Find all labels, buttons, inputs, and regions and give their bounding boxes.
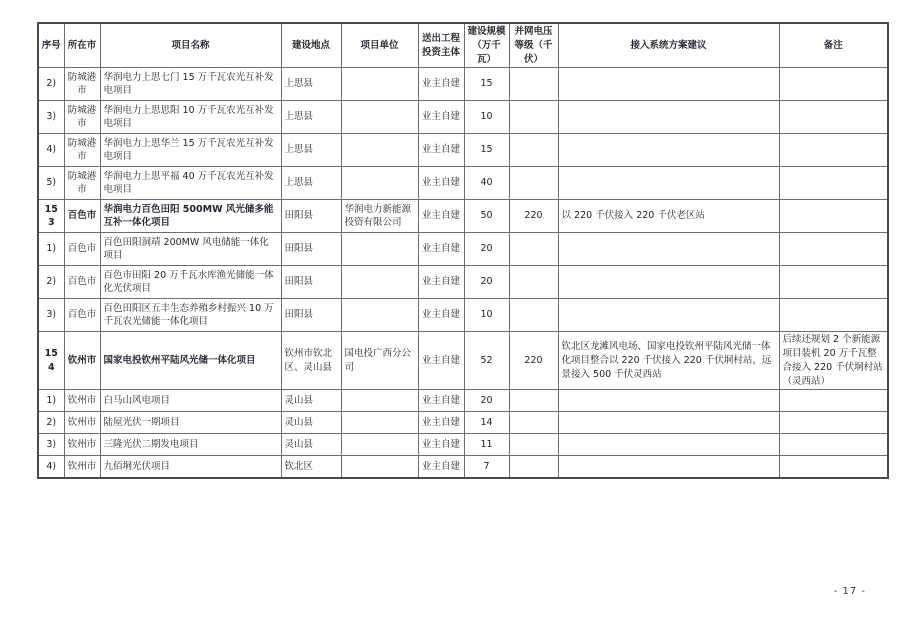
- header-plan: 接入系统方案建议: [558, 23, 779, 68]
- cell-location: 灵山县: [281, 390, 341, 412]
- cell-location: 上思县: [281, 68, 341, 101]
- cell-scale: 11: [464, 434, 509, 456]
- table-row: [38, 68, 888, 101]
- cell-unit: [341, 412, 418, 434]
- cell-investor: 业主自建: [418, 434, 464, 456]
- table-row: [38, 299, 888, 332]
- cell-project-name: 国家电投钦州平陆风光储一体化项目: [100, 332, 281, 390]
- cell-unit: [341, 299, 418, 332]
- cell-city: 百色市: [64, 266, 100, 299]
- cell-plan: [558, 412, 779, 434]
- cell-unit: [341, 167, 418, 200]
- cell-project-name: 三隆光伏二期发电项目: [100, 434, 281, 456]
- cell-plan: [558, 233, 779, 266]
- cell-city: 钦州市: [64, 412, 100, 434]
- table-header: [38, 23, 888, 68]
- cell-remark: [779, 101, 888, 134]
- cell-unit: [341, 434, 418, 456]
- table-row: [38, 167, 888, 200]
- cell-scale: 40: [464, 167, 509, 200]
- cell-project-name: 华润电力上思华兰 15 万千瓦农光互补发电项目: [100, 134, 281, 167]
- cell-unit: [341, 68, 418, 101]
- cell-voltage: [509, 456, 558, 478]
- cell-city: 钦州市: [64, 332, 100, 390]
- cell-seq: 154: [38, 332, 64, 390]
- cell-investor: 业主自建: [418, 332, 464, 390]
- table-row: [38, 390, 888, 412]
- page-number: - 17 -: [833, 586, 866, 597]
- cell-investor: 业主自建: [418, 390, 464, 412]
- cell-voltage: [509, 266, 558, 299]
- cell-scale: 20: [464, 390, 509, 412]
- cell-city: 防城港市: [64, 68, 100, 101]
- cell-remark: [779, 299, 888, 332]
- cell-remark: [779, 200, 888, 233]
- header-location: 建设地点: [281, 23, 341, 68]
- cell-investor: 业主自建: [418, 456, 464, 478]
- cell-city: 百色市: [64, 200, 100, 233]
- header-scale: 建设规模（万千瓦）: [464, 23, 509, 68]
- cell-seq: 1): [38, 390, 64, 412]
- cell-project-name: 华润电力上思思阳 10 万千瓦农光互补发电项目: [100, 101, 281, 134]
- header-row: [38, 23, 888, 68]
- cell-plan: [558, 434, 779, 456]
- cell-scale: 20: [464, 233, 509, 266]
- cell-unit: 华润电力新能源投资有限公司: [341, 200, 418, 233]
- cell-voltage: [509, 68, 558, 101]
- cell-voltage: [509, 101, 558, 134]
- cell-location: 田阳县: [281, 233, 341, 266]
- cell-city: 防城港市: [64, 134, 100, 167]
- cell-remark: [779, 233, 888, 266]
- cell-plan: [558, 390, 779, 412]
- cell-city: 钦州市: [64, 456, 100, 478]
- cell-unit: 国电投广西分公司: [341, 332, 418, 390]
- cell-remark: 后续还规划 2 个新能源项目装机 20 万千瓦整合接入 220 千伏垌村站（灵西站）: [779, 332, 888, 390]
- cell-project-name: 华润电力百色田阳 500MW 风光储多能互补一体化项目: [100, 200, 281, 233]
- table-row: [38, 200, 888, 233]
- cell-remark: [779, 266, 888, 299]
- cell-city: 百色市: [64, 233, 100, 266]
- cell-seq: 1): [38, 233, 64, 266]
- cell-plan: [558, 299, 779, 332]
- cell-project-name: 华润电力上思七门 15 万千瓦农光互补发电项目: [100, 68, 281, 101]
- cell-plan: 钦北区龙滩风电场、国家电投钦州平陆风光储一体化项目整合以 220 千伏接入 220 千伏垌村站，远景接入 500 千伏灵西站: [558, 332, 779, 390]
- cell-remark: [779, 456, 888, 478]
- table-row: [38, 332, 888, 390]
- cell-remark: [779, 412, 888, 434]
- cell-scale: 10: [464, 299, 509, 332]
- cell-project-name: 百色田阳洞靖 200MW 风电储能一体化项目: [100, 233, 281, 266]
- cell-investor: 业主自建: [418, 101, 464, 134]
- cell-city: 百色市: [64, 299, 100, 332]
- cell-plan: [558, 167, 779, 200]
- project-table: [37, 22, 889, 479]
- cell-location: 上思县: [281, 101, 341, 134]
- cell-unit: [341, 456, 418, 478]
- cell-investor: 业主自建: [418, 233, 464, 266]
- cell-scale: 20: [464, 266, 509, 299]
- header-voltage: 并网电压等级（千伏）: [509, 23, 558, 68]
- header-project-name: 项目名称: [100, 23, 281, 68]
- header-remark: 备注: [779, 23, 888, 68]
- cell-investor: 业主自建: [418, 299, 464, 332]
- cell-project-name: 九佰垌光伏项目: [100, 456, 281, 478]
- cell-city: 钦州市: [64, 390, 100, 412]
- table-body: [38, 68, 888, 478]
- cell-remark: [779, 134, 888, 167]
- cell-unit: [341, 233, 418, 266]
- cell-scale: 50: [464, 200, 509, 233]
- cell-voltage: [509, 434, 558, 456]
- cell-location: 田阳县: [281, 200, 341, 233]
- cell-plan: [558, 101, 779, 134]
- cell-unit: [341, 390, 418, 412]
- cell-voltage: [509, 412, 558, 434]
- cell-voltage: [509, 233, 558, 266]
- cell-unit: [341, 266, 418, 299]
- cell-seq: 3): [38, 299, 64, 332]
- cell-investor: 业主自建: [418, 167, 464, 200]
- cell-investor: 业主自建: [418, 266, 464, 299]
- cell-seq: 2): [38, 266, 64, 299]
- cell-location: 钦北区: [281, 456, 341, 478]
- cell-plan: [558, 134, 779, 167]
- cell-remark: [779, 434, 888, 456]
- cell-plan: 以 220 千伏接入 220 千伏老区站: [558, 200, 779, 233]
- cell-location: 灵山县: [281, 434, 341, 456]
- cell-city: 防城港市: [64, 167, 100, 200]
- cell-scale: 14: [464, 412, 509, 434]
- cell-remark: [779, 68, 888, 101]
- cell-plan: [558, 456, 779, 478]
- cell-project-name: 陆屋光伏一期项目: [100, 412, 281, 434]
- cell-project-name: 百色田阳区五丰生态养殖乡村振兴 10 万千瓦农光储能一体化项目: [100, 299, 281, 332]
- cell-voltage: 220: [509, 332, 558, 390]
- cell-investor: 业主自建: [418, 68, 464, 101]
- table-row: [38, 266, 888, 299]
- header-seq: 序号: [38, 23, 64, 68]
- table-row: [38, 101, 888, 134]
- cell-voltage: [509, 299, 558, 332]
- cell-location: 钦州市钦北区、灵山县: [281, 332, 341, 390]
- header-unit: 项目单位: [341, 23, 418, 68]
- cell-voltage: [509, 390, 558, 412]
- cell-voltage: [509, 167, 558, 200]
- cell-voltage: [509, 134, 558, 167]
- cell-project-name: 白马山风电项目: [100, 390, 281, 412]
- cell-seq: 4): [38, 456, 64, 478]
- table-row: [38, 233, 888, 266]
- cell-remark: [779, 167, 888, 200]
- cell-plan: [558, 266, 779, 299]
- cell-city: 防城港市: [64, 101, 100, 134]
- cell-city: 钦州市: [64, 434, 100, 456]
- cell-investor: 业主自建: [418, 412, 464, 434]
- cell-scale: 52: [464, 332, 509, 390]
- table-row: [38, 134, 888, 167]
- cell-location: 田阳县: [281, 299, 341, 332]
- cell-voltage: 220: [509, 200, 558, 233]
- cell-project-name: 华润电力上思平福 40 万千瓦农光互补发电项目: [100, 167, 281, 200]
- cell-location: 田阳县: [281, 266, 341, 299]
- table-row: [38, 434, 888, 456]
- cell-unit: [341, 134, 418, 167]
- cell-unit: [341, 101, 418, 134]
- cell-scale: 10: [464, 101, 509, 134]
- cell-seq: 2): [38, 68, 64, 101]
- cell-location: 灵山县: [281, 412, 341, 434]
- cell-scale: 15: [464, 134, 509, 167]
- cell-seq: 5): [38, 167, 64, 200]
- cell-project-name: 百色市田阳 20 万千瓦水库渔光储能一体化光伏项目: [100, 266, 281, 299]
- cell-investor: 业主自建: [418, 200, 464, 233]
- header-city: 所在市: [64, 23, 100, 68]
- cell-scale: 7: [464, 456, 509, 478]
- table-row: [38, 456, 888, 478]
- table-row: [38, 412, 888, 434]
- cell-seq: 2): [38, 412, 64, 434]
- cell-investor: 业主自建: [418, 134, 464, 167]
- cell-plan: [558, 68, 779, 101]
- cell-seq: 3): [38, 434, 64, 456]
- header-investor: 送出工程投资主体: [418, 23, 464, 68]
- cell-seq: 3): [38, 101, 64, 134]
- cell-location: 上思县: [281, 167, 341, 200]
- cell-seq: 153: [38, 200, 64, 233]
- cell-remark: [779, 390, 888, 412]
- cell-seq: 4): [38, 134, 64, 167]
- cell-scale: 15: [464, 68, 509, 101]
- cell-location: 上思县: [281, 134, 341, 167]
